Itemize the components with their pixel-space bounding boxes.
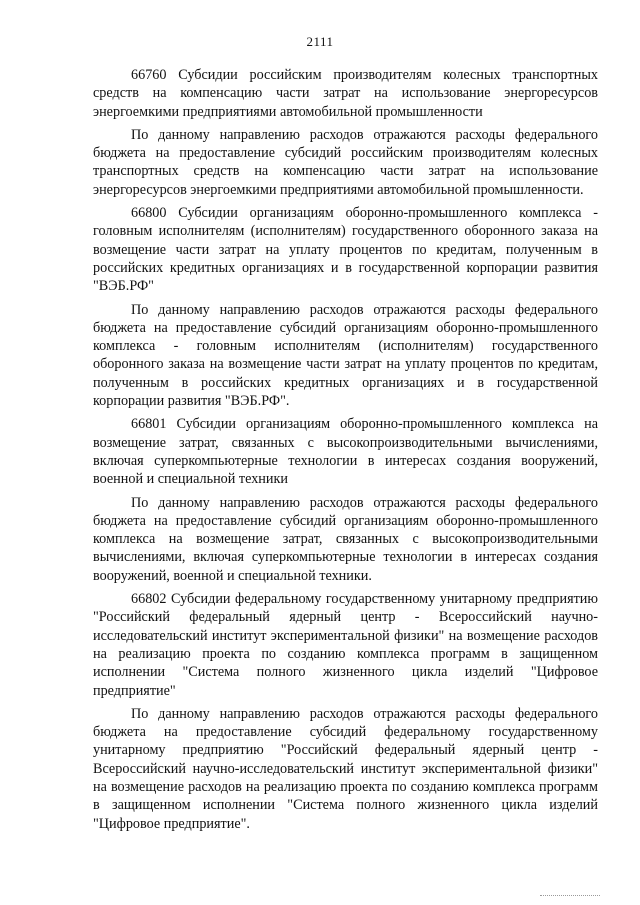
paragraph-66800-description: По данному направлению расходов отражаются расходы федерального бюджета на предоставление субсидий организациям оборонно-промышленного комплекса - головным исполнителям (исполнителям) государственного оборонного заказа на возмещение части затрат на уплату процентов по кредитам, полученным в российских кредитных организациях и в государственной корпорации развития "ВЭБ.РФ". xyxy=(93,301,598,410)
section-heading-66801: 66801 Субсидии организациям оборонно-промышленного комплекса на возмещение затрат, связанных с высокопроизводительными вычислениями, включая суперкомпьютерные технологии в интересах создания вооружений, военной и специальной техники xyxy=(93,416,598,488)
paragraph-66801-description: По данному направлению расходов отражаются расходы федерального бюджета на предоставление субсидий организациям оборонно-промышленного комплекса на возмещение затрат, связанных с высокопроизводительными вычислениями, включая суперкомпьютерные технологии в интересах создания вооружений, военной и специальной техники. xyxy=(93,494,598,584)
scan-artifact-mark xyxy=(540,895,600,899)
page-number: 2111 xyxy=(306,34,334,49)
section-heading-66802: 66802 Субсидии федеральному государственному унитарному предприятию "Российский федеральный ядерный центр - Всероссийский научно-исследовательский институт экспериментальной физики" на возмещение расходов на реализацию проекта по созданию комплекса программ в защищенном исполнении "Система полного жизненного цикла изделий "Цифровое предприятие" xyxy=(93,591,598,699)
paragraph-66760-description: По данному направлению расходов отражаются расходы федерального бюджета на предоставление субсидий российским производителям колесных транспортных средств на компенсацию части затрат на использование энергоресурсов энергоемкими предприятиями автомобильной промышленности. xyxy=(93,126,598,198)
document-body xyxy=(93,66,598,838)
section-heading-66800: 66800 Субсидии организациям оборонно-промышленного комплекса - головным исполнителям (исполнителям) государственного оборонного заказа на возмещение части затрат на уплату процентов по кредитам, полученным в российских кредитных организациях и в государственной корпорации развития "ВЭБ.РФ" xyxy=(93,205,598,295)
paragraph-66802-description: По данному направлению расходов отражаются расходы федерального бюджета на предоставление субсидий федеральному государственному унитарному предприятию "Российский федеральный ядерный центр - Всероссийский научно-исследовательский институт экспериментальной физики" на возмещение расходов на реализацию проекта по созданию комплекса программ в защищенном исполнении "Система полного жизненного цикла изделий "Цифровое предприятие". xyxy=(93,705,598,832)
section-heading-66760: 66760 Субсидии российским производителям колесных транспортных средств на компенсацию части затрат на использование энергоресурсов энергоемкими предприятиями автомобильной промышленности xyxy=(93,67,598,120)
